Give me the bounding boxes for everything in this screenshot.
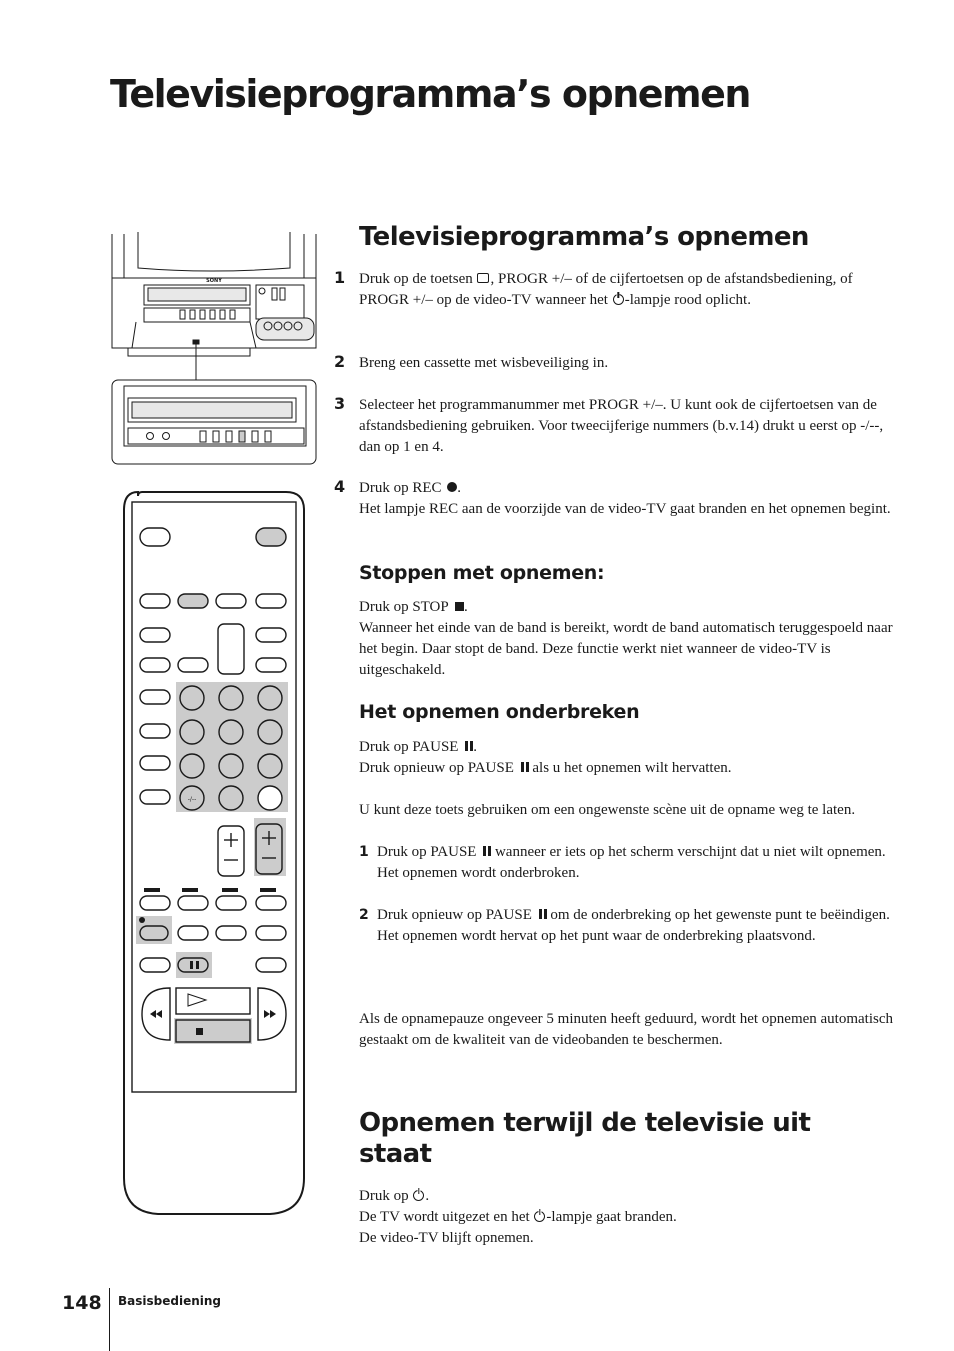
step-text: Breng een cassette met wisbeveiliging in. [359,355,609,371]
power-icon [613,294,624,305]
step-number: 3 [334,394,346,413]
step-text: Selecteer het programmanummer met PROGR +/–. U kunt ook de cijfertoetsen van de afstandsbediening gebruiken. Voor tweecijferige nummers (b.v.14) drukt u eerst op -/--, dan op 1 en 4. [359,397,884,455]
section-title-recording: Televisieprogramma’s opnemen [359,222,809,252]
page-number: 148 [62,1292,102,1314]
tv-icon [477,273,489,283]
step-text: Druk op REC . Het lampje REC aan de voorzijde van de video-TV gaat branden en het opnemen begint. [359,480,891,517]
pause-icon [521,762,529,772]
pause-substep: 1 Druk op PAUSE wanneer er iets op het scherm verschijnt dat u niet wilt opnemen. Het opnemen wordt onderbroken. [359,844,886,881]
page-title: Televisieprogramma’s opnemen [110,72,750,116]
pause-substep: 2 Druk opnieuw op PAUSE om de onderbreking op het gewenste punt te beëindigen. Het opnemen wordt hervat op het punt waar de onderbreking plaatsvond. [359,907,890,944]
stop-text: Druk op STOP . Wanneer het einde van de band is bereikt, wordt de band automatisch teruggespoeld naar het begin. Daar stopt de band. Deze functie werkt niet wanneer de video-TV is uitgeschakeld. [359,599,893,678]
subsection-title-stop: Stoppen met opnemen: [359,562,605,584]
record-icon [447,482,457,492]
section-title-tv-off: Opnemen terwijl de televisie uit staat [359,1108,811,1169]
footer-section-label: Basisbediening [118,1294,222,1308]
pause-intro: U kunt deze toets gebruiken om een ongewenste scène uit de opname weg te laten. [359,802,856,818]
pause-icon [539,909,547,919]
remote-control-illustration [118,488,310,1228]
tv-illustration [110,230,322,466]
step-number: 2 [334,352,346,371]
dash-key-label: -/-- [187,796,197,803]
pause-text: Druk op PAUSE . Druk opnieuw op PAUSE als u het opnemen wilt hervatten. [359,739,732,776]
tv-off-text: Druk op . De TV wordt uitgezet en het -lampje gaat branden. De video-TV blijft opnemen. [359,1188,677,1246]
stop-icon [455,602,464,611]
subsection-title-pause: Het opnemen onderbreken [359,701,640,723]
step-number: 1 [334,268,346,287]
power-icon [534,1211,545,1222]
step-number: 4 [334,477,346,496]
pause-outro: Als de opnamepauze ongeveer 5 minuten heeft geduurd, wordt het opnemen automatisch gestaakt om de kwaliteit van de videobanden te beschermen. [359,1011,893,1048]
power-icon [413,1190,424,1201]
step-text: Druk op de toetsen , PROGR +/– of de cijfertoetsen op de afstandsbediening, of PROGR +/– op de video-TV wanneer het -lampje rood oplicht. [359,271,853,308]
footer-divider [109,1288,110,1351]
tv-brand-label: SONY [206,278,222,284]
